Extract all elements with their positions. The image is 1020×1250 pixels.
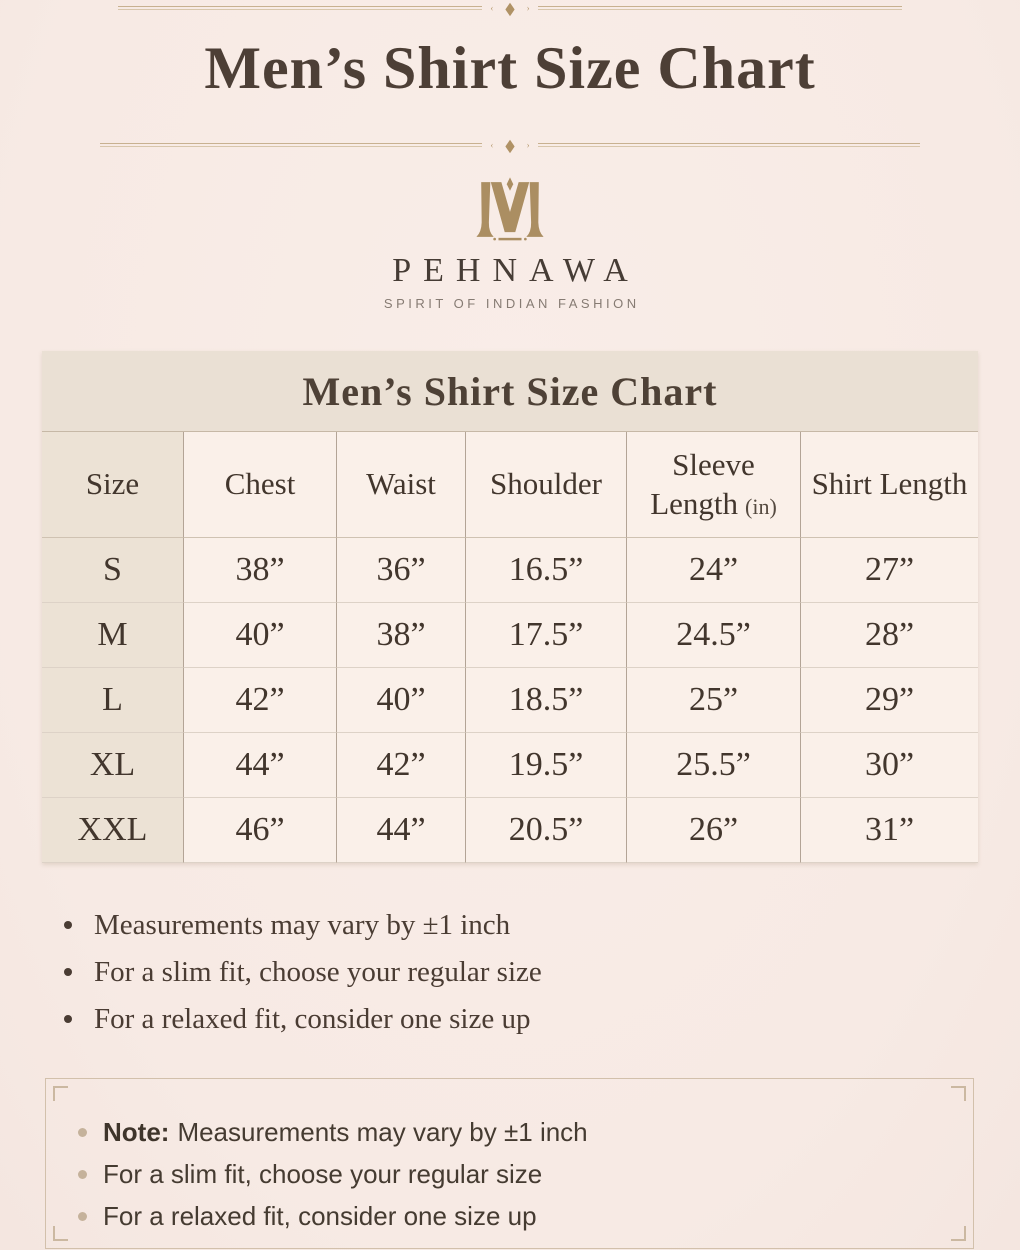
note-box-list — [78, 1115, 973, 1233]
column-header-waist: Waist — [337, 432, 466, 538]
size-cell: XXL — [42, 798, 184, 863]
page-title: Men’s Shirt Size Chart — [204, 35, 816, 101]
bullet-icon — [64, 968, 72, 976]
corner-bracket-icon — [951, 1226, 966, 1241]
fit-notes-list — [64, 908, 542, 1049]
divider-wing-right-icon: › — [526, 2, 530, 13]
column-header-chest: Chest — [184, 432, 337, 538]
bullet-icon — [78, 1212, 87, 1221]
column-header-shirt-length: Shirt Length — [801, 432, 978, 538]
list-item: For a relaxed fit, consider one size up — [64, 1002, 542, 1036]
list-item: For a slim fit, choose your regular size — [78, 1157, 973, 1191]
measurement-cell: 28” — [801, 603, 978, 668]
size-table-title: Men’s Shirt Size Chart — [42, 351, 978, 431]
divider-line — [538, 6, 902, 10]
list-item: Measurements may vary by ±1 inch — [64, 908, 542, 942]
size-cell: XL — [42, 733, 184, 798]
divider-wing-right-icon: › — [526, 139, 530, 150]
corner-bracket-icon — [53, 1226, 68, 1241]
measurement-cell: 36” — [337, 538, 466, 603]
size-cell: M — [42, 603, 184, 668]
measurement-cell: 44” — [184, 733, 337, 798]
measurement-cell: 24” — [627, 538, 801, 603]
measurement-cell: 40” — [337, 668, 466, 733]
bullet-icon — [64, 1015, 72, 1023]
list-item: Note: Measurements may vary by ±1 inch — [78, 1115, 973, 1149]
divider-ornament-icon: ◆ — [505, 134, 515, 156]
measurement-cell: 29” — [801, 668, 978, 733]
list-item: For a slim fit, choose your regular size — [64, 955, 542, 989]
divider-wing-left-icon: ‹ — [490, 139, 494, 150]
ornament-divider-mid — [100, 134, 920, 156]
measurement-cell: 25.5” — [627, 733, 801, 798]
measurement-cell: 42” — [184, 668, 337, 733]
column-header-shoulder: Shoulder — [466, 432, 627, 538]
measurement-cell: 24.5” — [627, 603, 801, 668]
note-box — [45, 1078, 974, 1249]
measurement-cell: 44” — [337, 798, 466, 863]
size-table — [42, 351, 978, 863]
divider-ornament-icon: ◆ — [505, 0, 515, 19]
column-header-sleeve-length: Sleeve Length (in) — [627, 432, 801, 538]
measurement-cell: 20.5” — [466, 798, 627, 863]
measurement-cell: 17.5” — [466, 603, 627, 668]
measurement-cell: 38” — [337, 603, 466, 668]
corner-bracket-icon — [951, 1086, 966, 1101]
bullet-icon — [78, 1170, 87, 1179]
column-header-size: Size — [42, 432, 184, 538]
measurement-cell: 38” — [184, 538, 337, 603]
measurement-cell: 42” — [337, 733, 466, 798]
corner-bracket-icon — [53, 1086, 68, 1101]
measurement-cell: 31” — [801, 798, 978, 863]
measurement-cell: 16.5” — [466, 538, 627, 603]
measurement-cell: 19.5” — [466, 733, 627, 798]
measurement-cell: 18.5” — [466, 668, 627, 733]
measurement-cell: 26” — [627, 798, 801, 863]
brand-name: PEHNAWA — [392, 252, 640, 289]
measurement-cell: 25” — [627, 668, 801, 733]
size-cell: L — [42, 668, 184, 733]
brand-block — [0, 176, 1020, 311]
brand-tagline: SPIRIT OF INDIAN FASHION — [383, 296, 640, 311]
size-table-grid — [42, 431, 978, 863]
divider-line — [538, 143, 920, 147]
measurement-cell: 30” — [801, 733, 978, 798]
size-cell: S — [42, 538, 184, 603]
list-item: For a relaxed fit, consider one size up — [78, 1199, 973, 1233]
brand-monogram-icon — [462, 176, 558, 244]
divider-line — [100, 143, 482, 147]
measurement-cell: 40” — [184, 603, 337, 668]
divider-line — [118, 6, 482, 10]
bullet-icon — [64, 921, 72, 929]
ornament-divider-top — [118, 0, 902, 19]
measurement-cell: 27” — [801, 538, 978, 603]
divider-wing-left-icon: ‹ — [490, 2, 494, 13]
bullet-icon — [78, 1128, 87, 1137]
measurement-cell: 46” — [184, 798, 337, 863]
